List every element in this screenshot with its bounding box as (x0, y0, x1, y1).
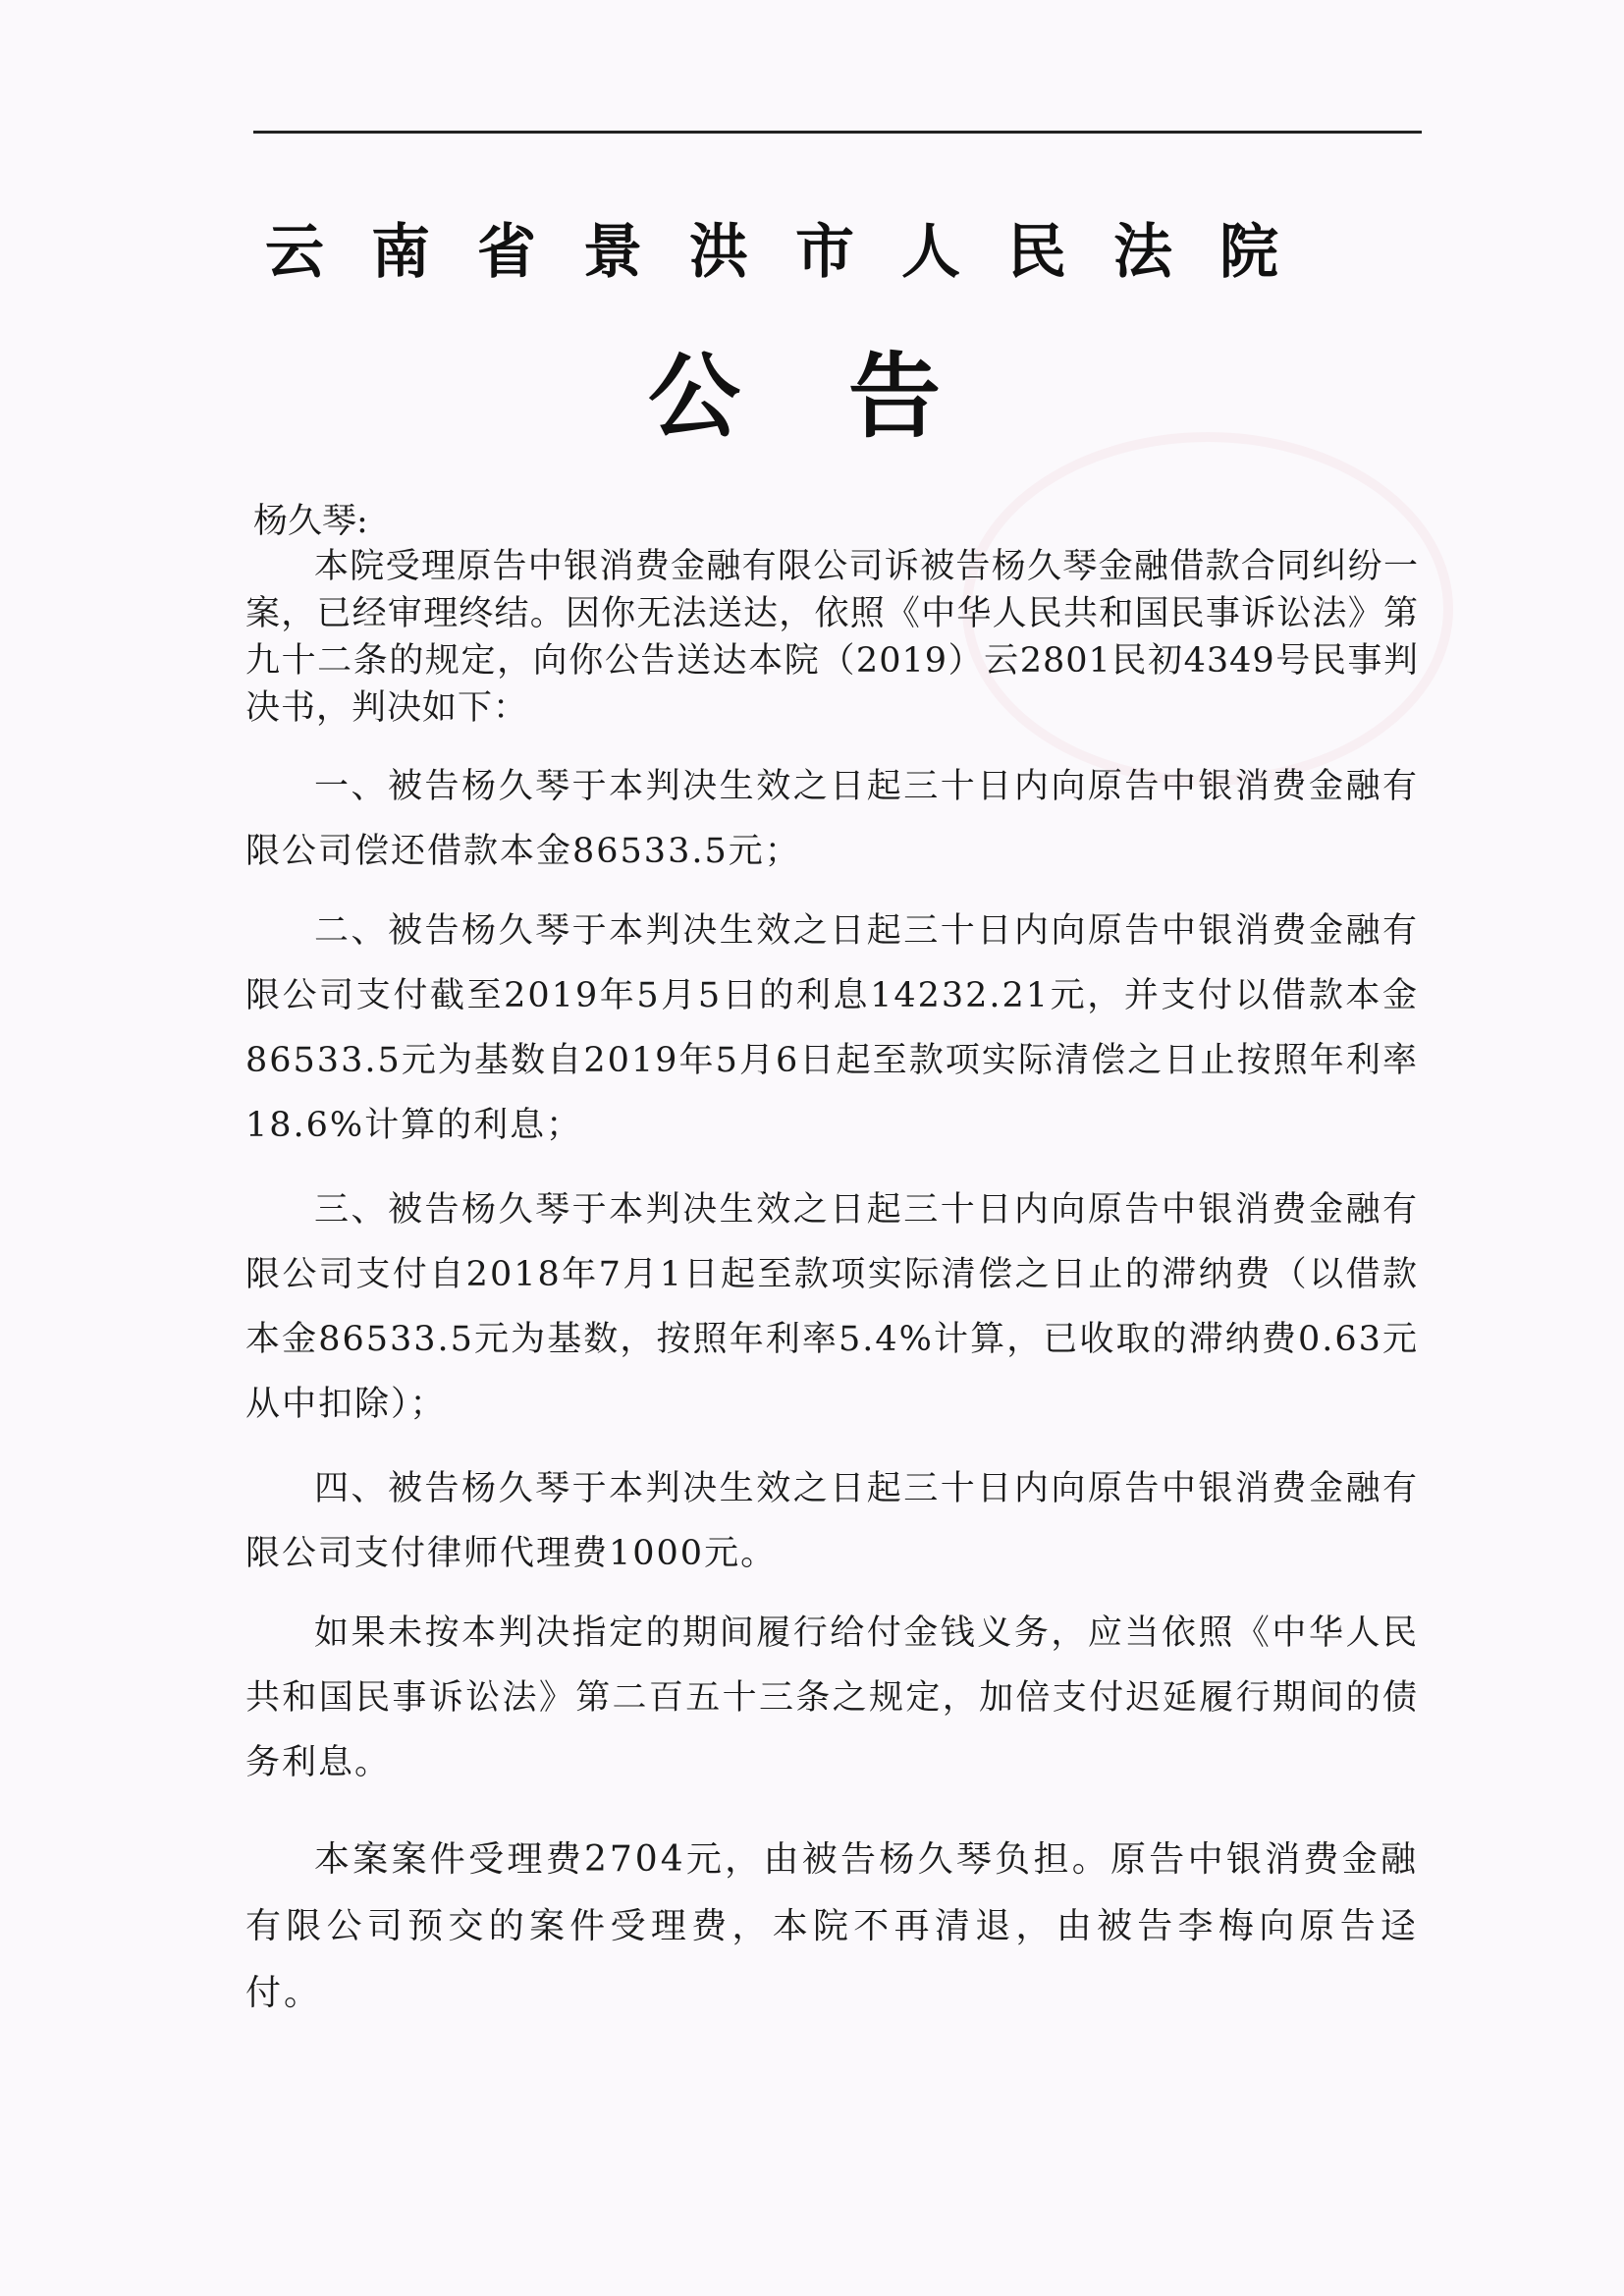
judgment-item-1: 一、被告杨久琴于本判决生效之日起三十日内向原告中银消费金融有限公司偿还借款本金86533.5元； (245, 767, 1419, 871)
court-name: 云南省景洪市人民法院 (265, 218, 1326, 287)
judgment-item-4: 四、被告杨久琴于本判决生效之日起三十日内向原告中银消费金融有限公司支付律师代理费1000元。 (245, 1469, 1419, 1573)
case-fee-paragraph: 本案案件受理费2704元，由被告杨久琴负担。原告中银消费金融有限公司预交的案件受理费，本院不再清退，由被告李梅向原告迳付。 (245, 1839, 1419, 2013)
delay-interest-paragraph: 如果未按本判决指定的期间履行给付金钱义务，应当依照《中华人民共和国民事诉讼法》第二百五十三条之规定，加倍支付迟延履行期间的债务利息。 (245, 1613, 1419, 1782)
judgment-item-3: 三、被告杨久琴于本判决生效之日起三十日内向原告中银消费金融有限公司支付自2018年7月1日起至款项实际清偿之日止的滞纳费（以借款本金86533.5元为基数，按照年利率5.4%计算，已收取的滞纳费0.63元从中扣除）； (245, 1190, 1419, 1424)
document-title: 公告 (648, 344, 1050, 451)
judgment-item-2: 二、被告杨久琴于本判决生效之日起三十日内向原告中银消费金融有限公司支付截至2019年5月5日的利息14232.21元，并支付以借款本金86533.5元为基数自2019年5月6日起至款项实际清偿之日止按照年利率18.6%计算的利息； (245, 911, 1419, 1145)
addressee: 杨久琴: (253, 502, 368, 541)
header-rule (253, 131, 1422, 134)
intro-paragraph: 本院受理原告中银消费金融有限公司诉被告杨久琴金融借款合同纠纷一案，已经审理终结。因你无法送达，依照《中华人民共和国民事诉讼法》第九十二条的规定，向你公告送达本院（2019）云2801民初4349号民事判决书，判决如下： (245, 547, 1419, 728)
